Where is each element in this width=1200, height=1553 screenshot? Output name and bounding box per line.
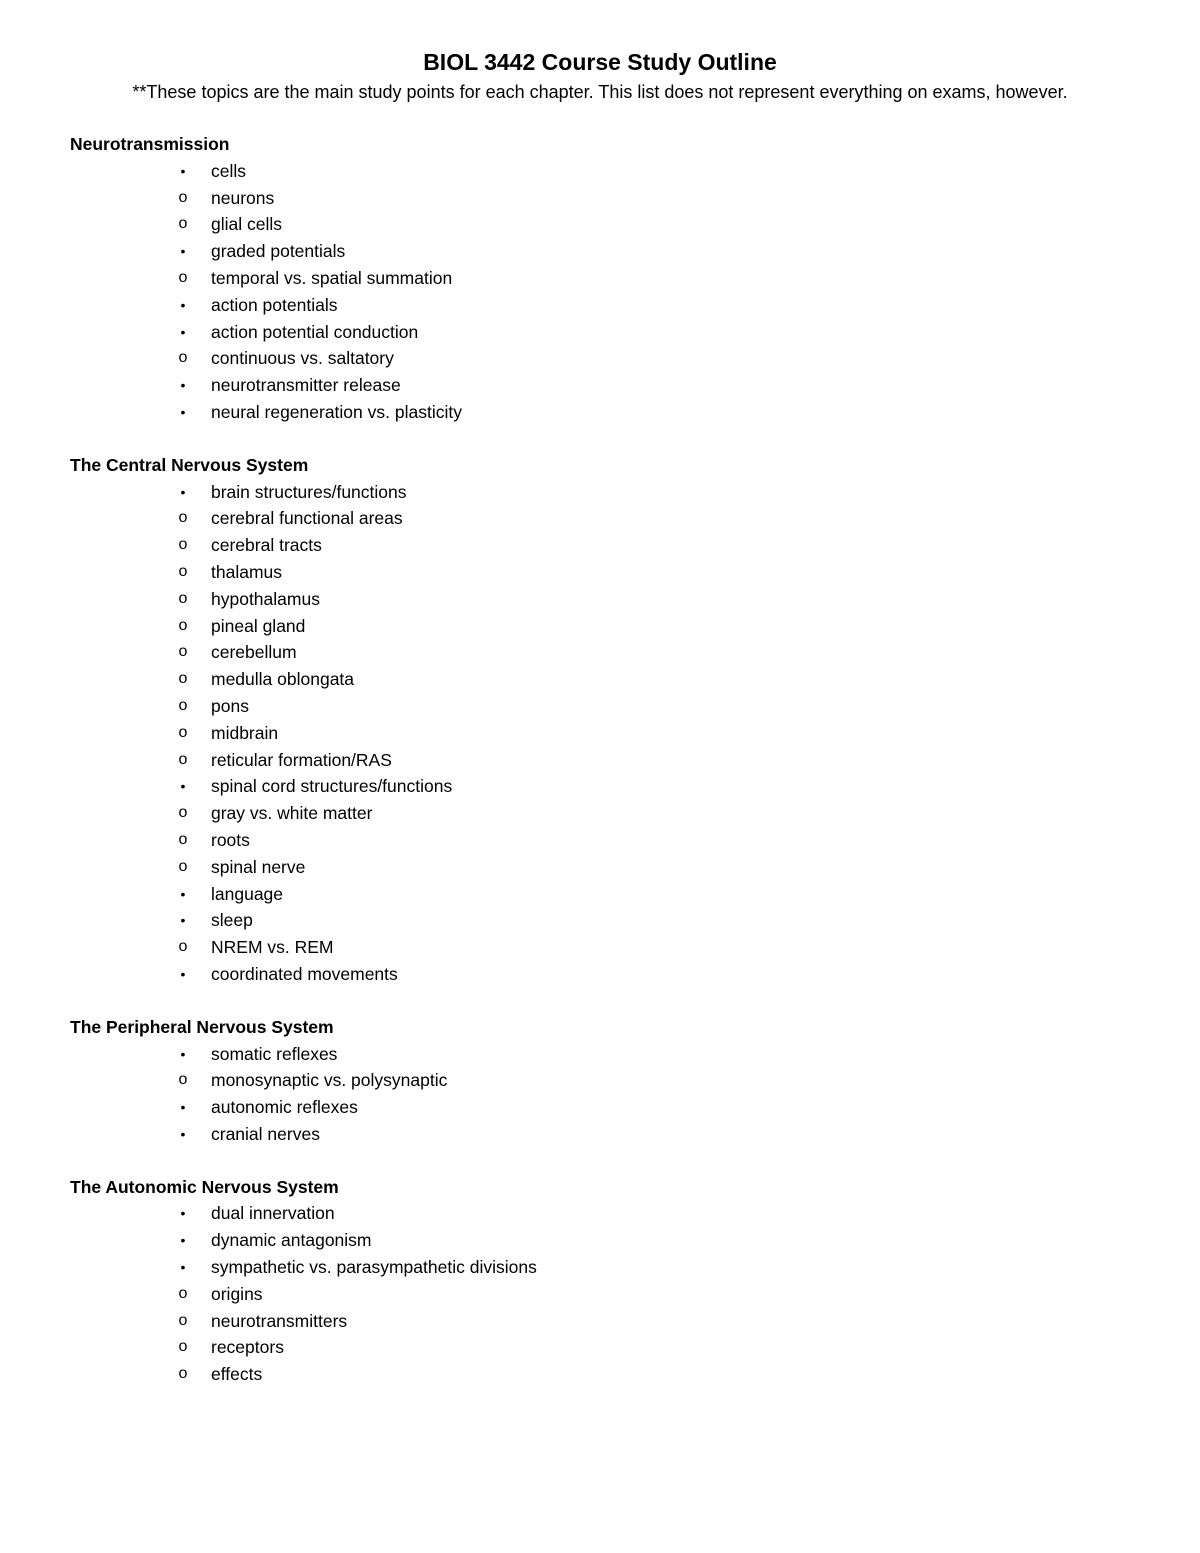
- subtopic-item: [70, 345, 1130, 372]
- circle-marker: o: [178, 536, 188, 554]
- topic-text: pons: [211, 695, 249, 716]
- topic-item: [70, 907, 1130, 934]
- topic-text: origins: [211, 1283, 263, 1304]
- bullet-marker: •: [180, 778, 186, 795]
- subtopic-item: [70, 639, 1130, 666]
- subtopic-item: [70, 693, 1130, 720]
- circle-marker: o: [178, 938, 188, 956]
- subtopic-item: [70, 185, 1130, 212]
- topic-text: sympathetic vs. parasympathetic divisions: [211, 1257, 537, 1278]
- topic-text: cerebral functional areas: [211, 508, 403, 529]
- topic-item: [70, 372, 1130, 399]
- circle-marker: o: [178, 509, 188, 527]
- topic-text: cerebral tracts: [211, 535, 322, 556]
- topic-text: pineal gland: [211, 615, 306, 636]
- section-heading: The Autonomic Nervous System: [70, 1176, 339, 1197]
- bullet-marker: •: [180, 1099, 186, 1116]
- topic-text: graded potentials: [211, 241, 346, 262]
- topic-text: autonomic reflexes: [211, 1097, 358, 1118]
- topic-list: [70, 479, 1130, 988]
- subtopic-item: [70, 211, 1130, 238]
- subtopic-item: [70, 800, 1130, 827]
- topic-item: [70, 961, 1130, 988]
- bullet-marker: •: [180, 1232, 186, 1249]
- topic-text: glial cells: [211, 214, 282, 235]
- subtopic-item: [70, 854, 1130, 881]
- topic-text: cranial nerves: [211, 1123, 320, 1144]
- subtopic-item: [70, 265, 1130, 292]
- subtopic-item: [70, 934, 1130, 961]
- outline-section: [70, 1174, 1130, 1388]
- subtopic-item: [70, 1334, 1130, 1361]
- subtopic-item: [70, 532, 1130, 559]
- topic-item: [70, 238, 1130, 265]
- page-subtitle: **These topics are the main study points for each chapter. This list does not represent everything on exams, however.: [132, 82, 1068, 102]
- subtopic-item: [70, 747, 1130, 774]
- topic-text: NREM vs. REM: [211, 937, 334, 958]
- bullet-marker: •: [180, 1125, 186, 1142]
- bullet-marker: •: [180, 377, 186, 394]
- topic-text: thalamus: [211, 561, 283, 582]
- circle-marker: o: [178, 188, 188, 206]
- circle-marker: o: [178, 1284, 188, 1302]
- bullet-marker: •: [180, 1045, 186, 1062]
- circle-marker: o: [178, 268, 188, 286]
- subtopic-item: [70, 586, 1130, 613]
- circle-marker: o: [178, 1311, 188, 1329]
- topic-text: reticular formation/RAS: [211, 749, 392, 770]
- circle-marker: o: [178, 1338, 188, 1356]
- topic-item: [70, 1227, 1130, 1254]
- outline-sections: [70, 131, 1130, 1414]
- topic-text: neural regeneration vs. plasticity: [211, 401, 462, 422]
- section-heading: The Central Nervous System: [70, 454, 309, 475]
- circle-marker: o: [178, 830, 188, 848]
- topic-text: midbrain: [211, 722, 279, 743]
- topic-text: dual innervation: [211, 1203, 335, 1224]
- circle-marker: o: [178, 643, 188, 661]
- subtopic-item: [70, 1067, 1130, 1094]
- topic-item: [70, 773, 1130, 800]
- bullet-marker: •: [180, 323, 186, 340]
- topic-text: somatic reflexes: [211, 1043, 338, 1064]
- circle-marker: o: [178, 616, 188, 634]
- topic-text: coordinated movements: [211, 963, 398, 984]
- topic-text: monosynaptic vs. polysynaptic: [211, 1070, 448, 1091]
- circle-marker: o: [178, 349, 188, 367]
- subtopic-item: [70, 613, 1130, 640]
- outline-section: [70, 452, 1130, 988]
- topic-text: dynamic antagonism: [211, 1230, 372, 1251]
- circle-marker: o: [178, 562, 188, 580]
- topic-item: [70, 881, 1130, 908]
- bullet-marker: •: [180, 243, 186, 260]
- subtopic-item: [70, 505, 1130, 532]
- bullet-marker: •: [180, 1259, 186, 1276]
- bullet-marker: •: [180, 483, 186, 500]
- subtopic-item: [70, 559, 1130, 586]
- topic-text: spinal nerve: [211, 856, 306, 877]
- circle-marker: o: [178, 670, 188, 688]
- bullet-marker: •: [180, 162, 186, 179]
- bullet-marker: •: [180, 885, 186, 902]
- outline-section: [70, 1014, 1130, 1148]
- topic-text: sleep: [211, 910, 253, 931]
- topic-text: action potential conduction: [211, 321, 419, 342]
- circle-marker: o: [178, 215, 188, 233]
- bullet-marker: •: [180, 965, 186, 982]
- topic-text: action potentials: [211, 294, 338, 315]
- topic-text: hypothalamus: [211, 588, 320, 609]
- circle-marker: o: [178, 1365, 188, 1383]
- topic-text: neurons: [211, 187, 275, 208]
- subtopic-item: [70, 827, 1130, 854]
- topic-text: brain structures/functions: [211, 481, 407, 502]
- topic-list: [70, 1200, 1130, 1388]
- circle-marker: o: [178, 696, 188, 714]
- topic-list: [70, 158, 1130, 426]
- topic-item: [70, 319, 1130, 346]
- circle-marker: o: [178, 857, 188, 875]
- section-heading: The Peripheral Nervous System: [70, 1016, 334, 1037]
- circle-marker: o: [178, 723, 188, 741]
- topic-item: [70, 1200, 1130, 1227]
- topic-item: [70, 158, 1130, 185]
- page-title: BIOL 3442 Course Study Outline: [423, 49, 777, 75]
- topic-text: receptors: [211, 1337, 284, 1358]
- circle-marker: o: [178, 1071, 188, 1089]
- topic-list: [70, 1041, 1130, 1148]
- topic-text: neurotransmitter release: [211, 375, 401, 396]
- topic-text: cells: [211, 160, 247, 181]
- topic-text: effects: [211, 1364, 263, 1385]
- subtopic-item: [70, 720, 1130, 747]
- topic-text: roots: [211, 829, 250, 850]
- subtopic-item: [70, 1281, 1130, 1308]
- circle-marker: o: [178, 804, 188, 822]
- topic-text: spinal cord structures/functions: [211, 776, 453, 797]
- topic-item: [70, 1094, 1130, 1121]
- circle-marker: o: [178, 589, 188, 607]
- topic-item: [70, 1254, 1130, 1281]
- topic-item: [70, 479, 1130, 506]
- topic-text: language: [211, 883, 284, 904]
- topic-text: temporal vs. spatial summation: [211, 267, 453, 288]
- topic-text: continuous vs. saltatory: [211, 348, 394, 369]
- topic-item: [70, 1121, 1130, 1148]
- topic-item: [70, 399, 1130, 426]
- topic-item: [70, 1041, 1130, 1068]
- subtopic-item: [70, 1361, 1130, 1388]
- bullet-marker: •: [180, 403, 186, 420]
- topic-text: gray vs. white matter: [211, 803, 373, 824]
- subtopic-item: [70, 666, 1130, 693]
- topic-text: cerebellum: [211, 642, 297, 663]
- subtopic-item: [70, 1308, 1130, 1335]
- circle-marker: o: [178, 750, 188, 768]
- topic-text: medulla oblongata: [211, 669, 355, 690]
- bullet-marker: •: [180, 912, 186, 929]
- bullet-marker: •: [180, 1205, 186, 1222]
- bullet-marker: •: [180, 296, 186, 313]
- topic-item: [70, 292, 1130, 319]
- topic-text: neurotransmitters: [211, 1310, 348, 1331]
- outline-section: [70, 131, 1130, 426]
- section-heading: Neurotransmission: [70, 134, 230, 154]
